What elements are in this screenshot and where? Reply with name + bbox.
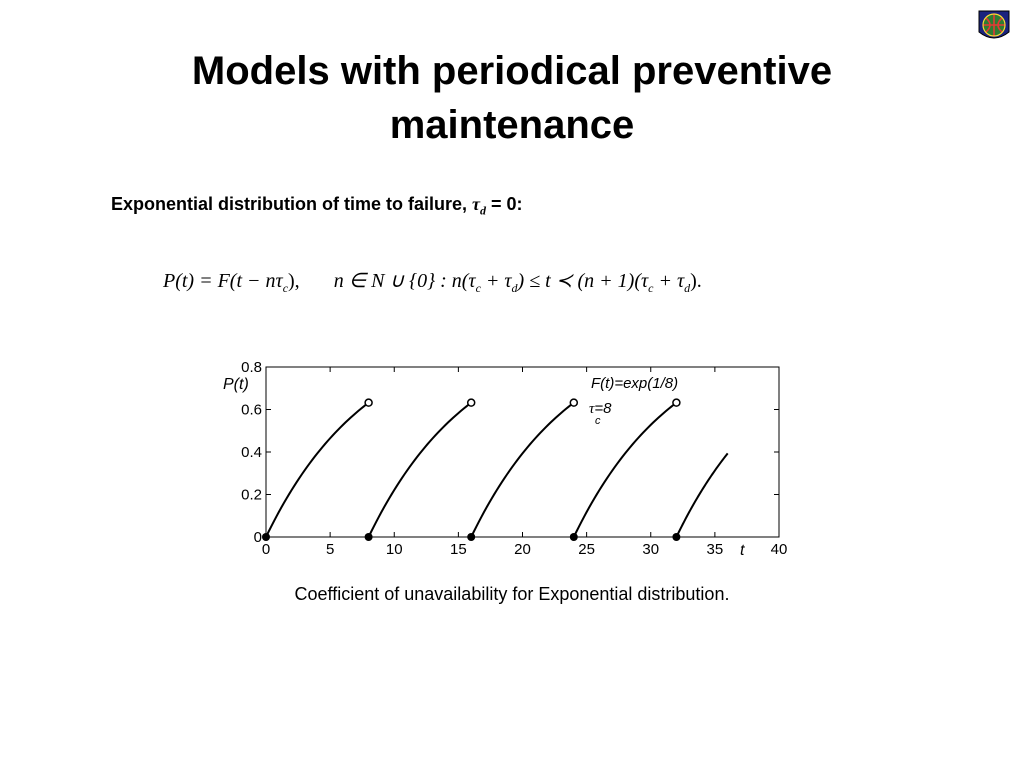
y-tick-label: 0.6	[241, 401, 262, 419]
x-tick-label: 15	[450, 541, 467, 558]
y-tick-label: 0.8	[241, 359, 262, 376]
series-layer	[266, 403, 728, 537]
open-point	[673, 399, 680, 406]
annotation-line-2-text: =8	[594, 400, 612, 417]
restart-point	[467, 533, 475, 541]
formula-set-end: ).	[690, 270, 702, 292]
x-tick-label: 25	[578, 541, 595, 558]
formula-set-sub-d2: d	[684, 281, 691, 295]
y-tick-label: 0	[253, 529, 262, 546]
slide-subtitle	[111, 194, 523, 219]
annotation-line-1: F(t)=exp(1/8)	[591, 375, 679, 392]
open-point	[365, 399, 372, 406]
formula-set: n ∈ N ∪ {0} : n(τ	[333, 270, 476, 292]
y-tick-label: 0.2	[241, 486, 262, 504]
title-line-2: maintenance	[389, 103, 635, 147]
annotation-sub: c	[595, 415, 601, 427]
title-line-1: Models with periodical preventive	[191, 49, 833, 93]
open-point	[468, 399, 475, 406]
series-line-5	[676, 453, 727, 537]
annotation-tau: τ	[589, 401, 595, 417]
restart-point	[262, 533, 270, 541]
chart-caption: Coefficient of unavailability for Exponential distribution.	[294, 584, 730, 604]
x-axis-label: t	[740, 542, 745, 559]
x-tick-label: 40	[770, 541, 788, 558]
unavailability-chart	[215, 355, 795, 570]
x-tick-label: 10	[385, 541, 403, 558]
subtitle-text: Exponential distribution of time to failure,	[111, 194, 473, 214]
subtitle-sub: d	[480, 203, 487, 218]
restart-point	[672, 533, 680, 541]
formula-set-sub-c2: c	[648, 281, 654, 295]
formula-set-sub-c: c	[475, 281, 481, 295]
y-axis-label: P(t)	[223, 376, 249, 393]
annotation-line-2	[589, 400, 612, 417]
formula-set-mid: ) ≤ t ≺ (n + 1)(τ	[517, 270, 649, 292]
open-point	[570, 399, 577, 406]
restart-point	[570, 533, 578, 541]
subtitle-tau: τ	[472, 194, 481, 214]
x-tick-label: 20	[514, 541, 531, 558]
x-tick-label: 30	[642, 541, 660, 558]
series-line-1	[266, 403, 369, 537]
series-line-2	[369, 403, 472, 537]
formula-set-plus2: + τ	[653, 270, 685, 292]
formula-lhs: P(t) = F(t − nτ	[163, 270, 283, 292]
restart-point	[365, 533, 373, 541]
series-line-3	[471, 403, 574, 537]
globe-logo-icon	[976, 8, 1012, 44]
formula-lhs-sub: c	[282, 281, 289, 295]
x-tick-label: 5	[325, 541, 335, 558]
formula	[163, 268, 702, 296]
formula-lhs-end: ),	[288, 270, 300, 292]
formula-set-sub-d: d	[511, 281, 518, 295]
formula-set-plus: + τ	[480, 270, 512, 292]
points-layer	[262, 399, 680, 541]
subtitle-tail: = 0:	[486, 194, 523, 214]
axes	[241, 359, 787, 558]
x-tick-label: 35	[706, 541, 724, 558]
slide-title	[0, 44, 1024, 152]
y-tick-label: 0.4	[241, 444, 262, 461]
series-line-4	[574, 403, 677, 537]
x-tick-label: 0	[261, 541, 271, 558]
